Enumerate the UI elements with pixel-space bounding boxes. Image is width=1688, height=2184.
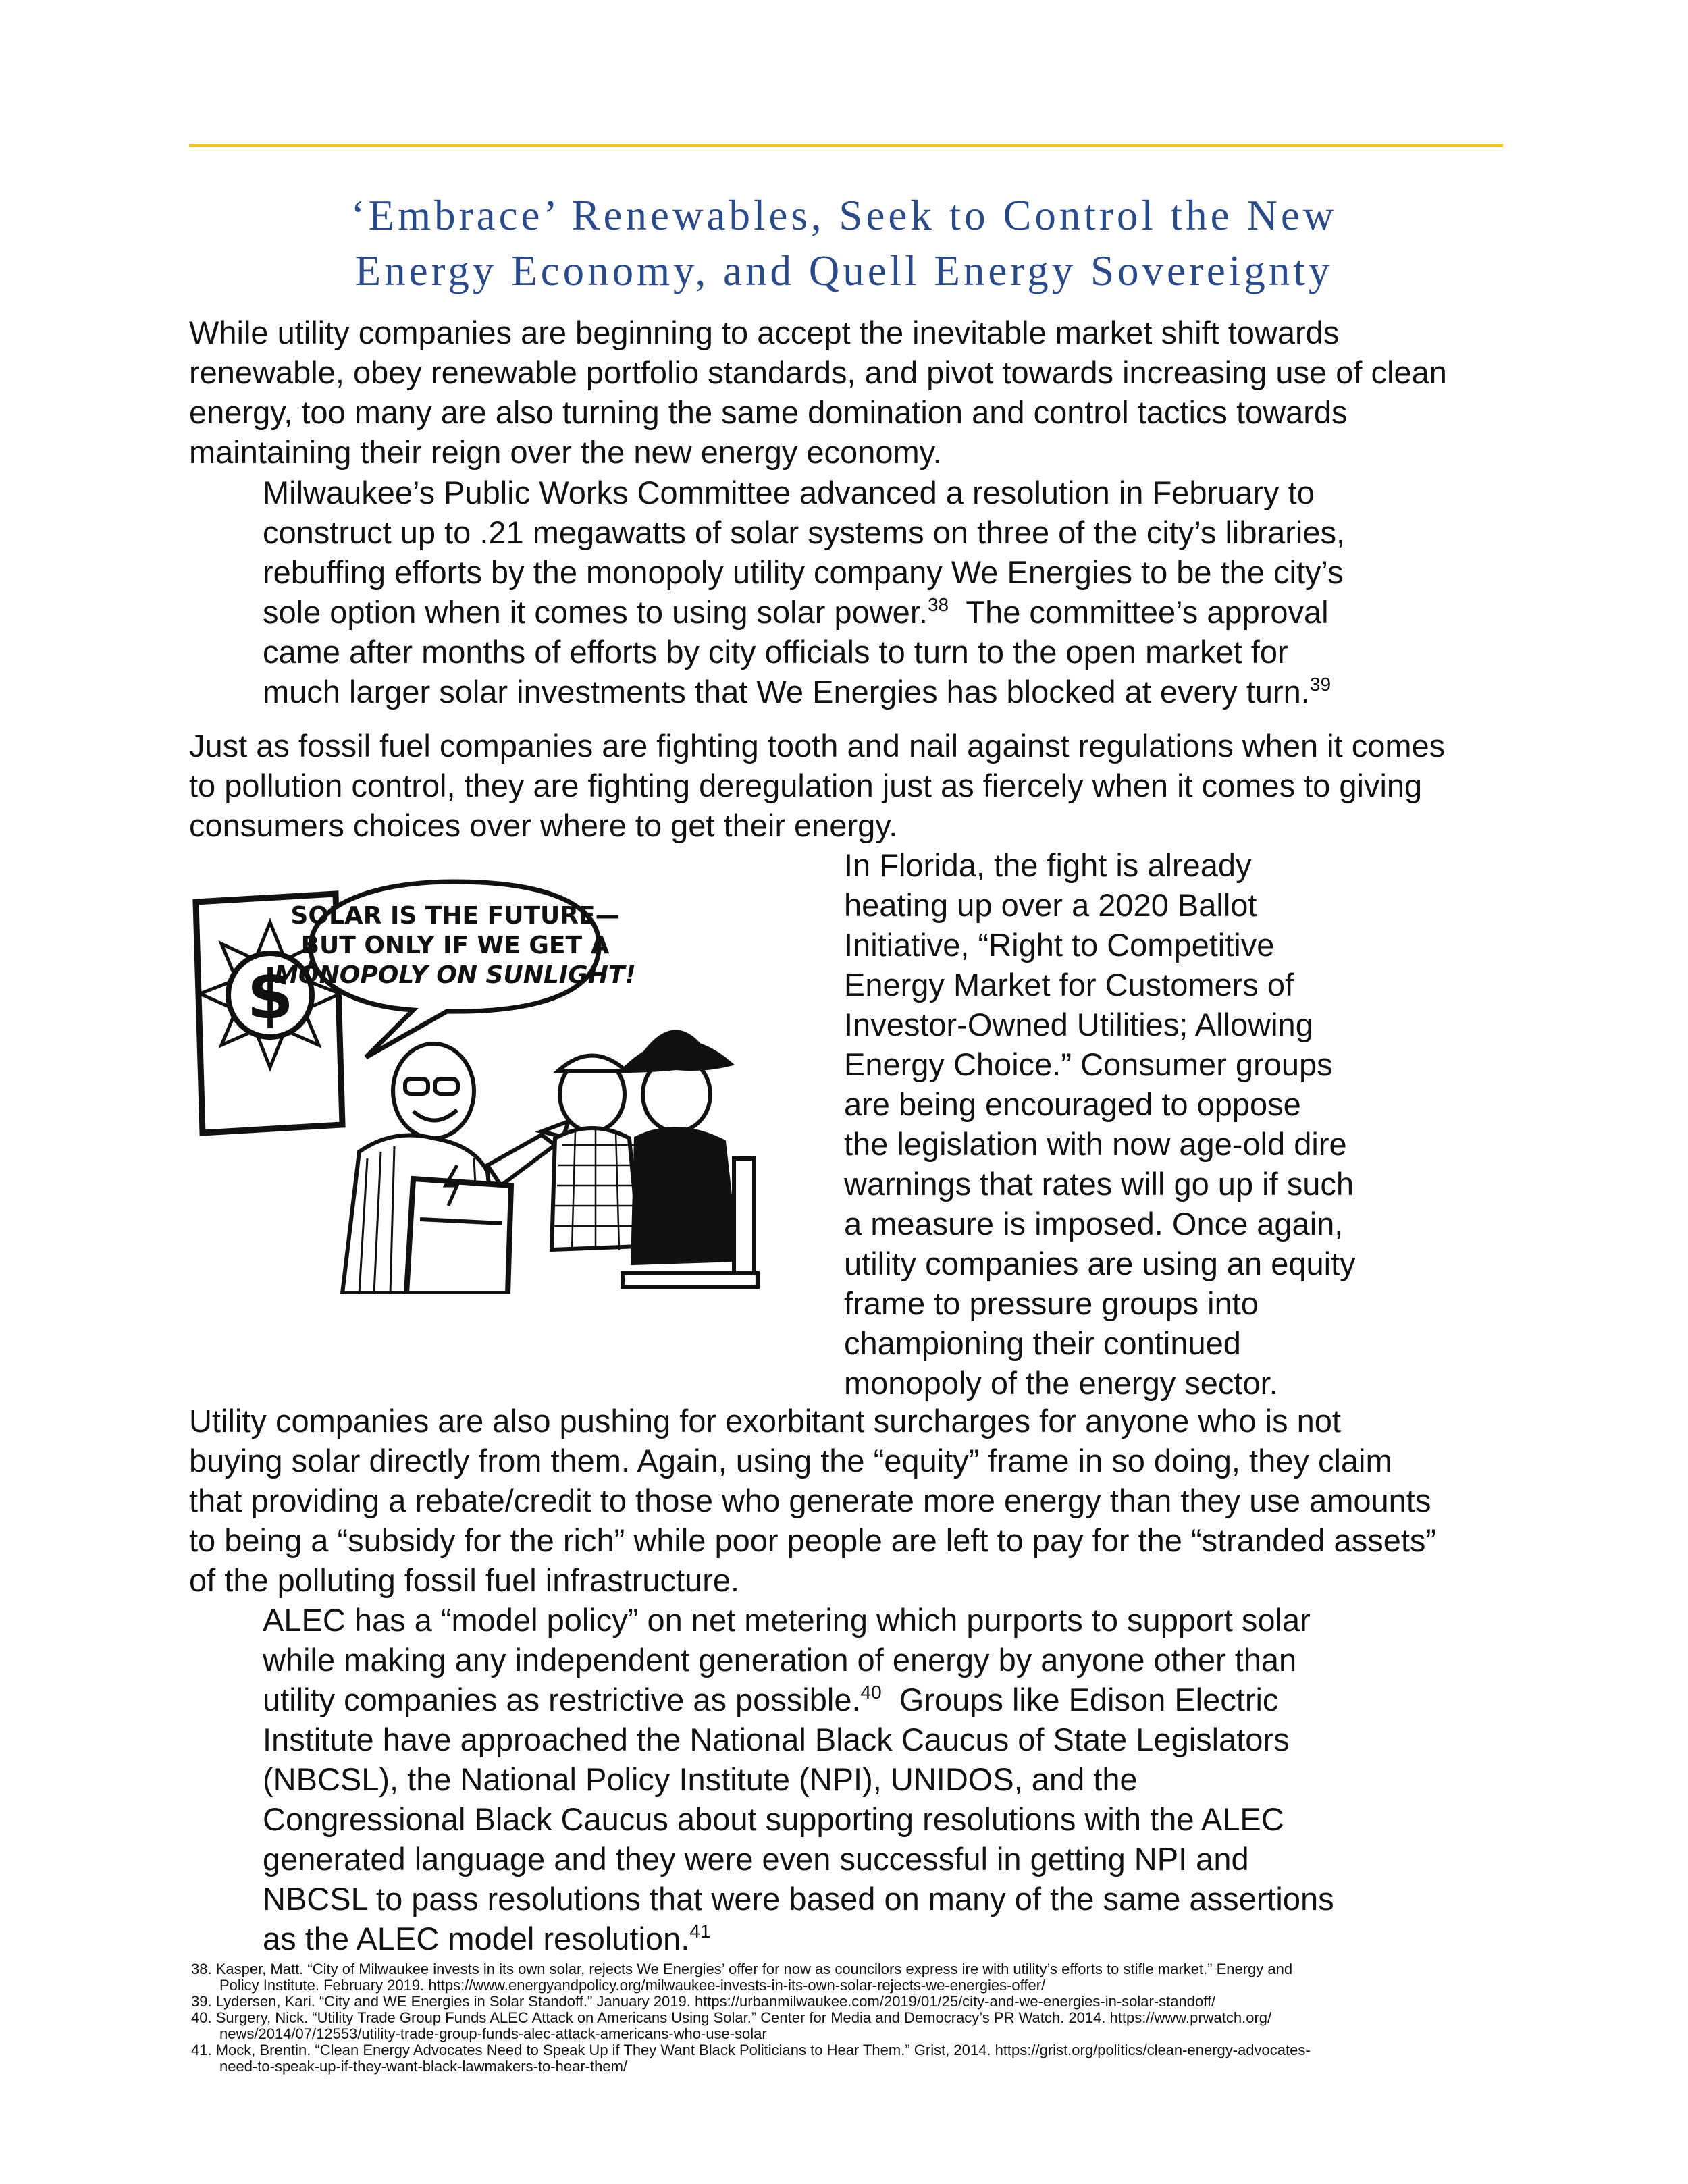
text-fragment: as the ALEC model resolution.	[263, 1921, 690, 1956]
footnote-ref-38[interactable]: 38	[927, 594, 949, 615]
text-line	[263, 1919, 1334, 1959]
text-line: rebuffing efforts by the monopoly utility company We Energies to be the city’s	[263, 554, 1344, 590]
text-line: Institute have approached the National Black Caucus of State Legislators	[263, 1722, 1290, 1757]
text-line: frame to pressure groups into	[844, 1285, 1259, 1321]
editorial-cartoon	[190, 868, 815, 1294]
footnote-ref-40[interactable]: 40	[860, 1682, 882, 1703]
text-line: While utility companies are beginning to accept the inevitable market shift towards	[189, 315, 1340, 350]
text-line: ALEC has a “model policy” on net metering which purports to support solar	[263, 1602, 1311, 1638]
text-line: Investor-Owned Utilities; Allowing	[844, 1007, 1313, 1042]
text-line: maintaining their reign over the new energy economy.	[189, 434, 942, 470]
text-line: Initiative, “Right to Competitive	[844, 927, 1275, 963]
header-rule	[189, 144, 1503, 147]
footnote-text[interactable]: need-to-speak-up-if-they-want-black-lawmakers-to-hear-them/	[219, 2058, 628, 2075]
footnotes	[191, 1961, 1311, 2075]
text-line: came after months of efforts by city officials to turn to the open market for	[263, 634, 1288, 670]
paragraph-florida	[844, 845, 1356, 1403]
text-line: renewable, obey renewable portfolio standards, and pivot towards increasing use of clean	[189, 354, 1447, 390]
text-line: to pollution control, they are fighting deregulation just as fiercely when it comes to giving	[189, 768, 1423, 803]
footnote-text[interactable]: 41. Mock, Brentin. “Clean Energy Advocates Need to Speak Up if They Want Black Politicians to Hear Them.” Grist, 2014. https://grist.org/politics/clean-energy-advocates-	[191, 2042, 1311, 2058]
text-line: utility companies are using an equity	[844, 1246, 1356, 1281]
quote-milwaukee	[263, 473, 1345, 712]
text-line: a measure is imposed. Once again,	[844, 1206, 1344, 1242]
text-line: monopoly of the energy sector.	[844, 1365, 1278, 1401]
text-line: warnings that rates will go up if such	[844, 1166, 1354, 1202]
footnote-40	[191, 2010, 1311, 2042]
footnote-41	[191, 2042, 1311, 2075]
title-line-1: ‘Embrace’ Renewables, Seek to Control the New	[350, 192, 1338, 239]
footnote-39	[191, 1994, 1311, 2010]
text-line: heating up over a 2020 Ballot	[844, 887, 1257, 923]
text-line: to being a “subsidy for the rich” while poor people are left to pay for the “stranded assets”	[189, 1522, 1437, 1558]
paragraph-surcharges	[189, 1401, 1436, 1600]
paragraph-intro	[189, 313, 1447, 472]
text-fragment: Groups like Edison Electric	[881, 1682, 1279, 1717]
text-line: (NBCSL), the National Policy Institute (NPI), UNIDOS, and the	[263, 1761, 1138, 1797]
text-line: construct up to .21 megawatts of solar systems on three of the city’s libraries,	[263, 514, 1346, 550]
text-fragment: utility companies as restrictive as possible.	[263, 1682, 861, 1717]
text-line	[263, 592, 1345, 632]
footnote-text[interactable]: Policy Institute. February 2019. https://www.energyandpolicy.org/milwaukee-invests-in-its-own-solar-rejects-we-energies-offer/	[219, 1977, 1046, 1994]
seated-figures	[552, 1032, 758, 1287]
text-line: Energy Market for Customers of	[844, 967, 1294, 1003]
dollar-symbol: $	[246, 955, 294, 1034]
text-fragment: The committee’s approval	[949, 594, 1329, 630]
text-line: energy, too many are also turning the same domination and control tactics towards	[189, 394, 1348, 430]
footnote-text[interactable]: 40. Surgery, Nick. “Utility Trade Group Funds ALEC Attack on Americans Using Solar.” Center for Media and Democracy’s PR Watch. 2014. https://www.prwatch.org/	[191, 2009, 1272, 2026]
text-fragment: sole option when it comes to using solar power.	[263, 594, 928, 630]
paragraph-deregulation	[189, 726, 1445, 845]
text-line: Energy Choice.” Consumer groups	[844, 1046, 1333, 1082]
title-line-2: Energy Economy, and Quell Energy Sovereignty	[354, 247, 1334, 294]
footnote-ref-39[interactable]: 39	[1309, 674, 1331, 695]
bubble-line-3: MONOPOLY ON SUNLIGHT!	[274, 961, 636, 989]
text-line: generated language and they were even successful in getting NPI and	[263, 1841, 1249, 1877]
text-line: Just as fossil fuel companies are fighting tooth and nail against regulations when it comes	[189, 728, 1446, 764]
section-title	[0, 188, 1688, 298]
bubble-line-1: SOLAR IS THE FUTURE—	[290, 902, 620, 930]
text-fragment: much larger solar investments that We Energies has blocked at every turn.	[263, 674, 1310, 710]
text-line: the legislation with now age-old dire	[844, 1126, 1347, 1162]
text-line: that providing a rebate/credit to those who generate more energy than they use amounts	[189, 1483, 1431, 1518]
text-line: In Florida, the fight is already	[844, 847, 1252, 883]
text-line: are being encouraged to oppose	[844, 1086, 1301, 1122]
text-line: Utility companies are also pushing for exorbitant surcharges for anyone who is not	[189, 1403, 1341, 1439]
footnote-text: 38. Kasper, Matt. “City of Milwaukee invests in its own solar, rejects We Energies’ offer for now as councilors express ire with utility’s efforts to stifle market.” Energy and	[191, 1961, 1293, 1977]
text-line: buying solar directly from them. Again, using the “equity” frame in so doing, they claim	[189, 1443, 1392, 1479]
bubble-line-2: BUT ONLY IF WE GET A	[300, 932, 610, 959]
quote-alec	[263, 1600, 1334, 1959]
text-line: Congressional Black Caucus about supporting resolutions with the ALEC	[263, 1801, 1284, 1837]
executive-figure	[342, 1044, 569, 1294]
footnote-ref-41[interactable]: 41	[689, 1921, 711, 1942]
text-line: while making any independent generation of energy by anyone other than	[263, 1642, 1297, 1678]
text-line	[263, 672, 1345, 712]
footnote-text[interactable]: 39. Lydersen, Kari. “City and WE Energies in Solar Standoff.” January 2019. https://urbanmilwaukee.com/2019/01/25/city-and-we-energies-in-solar-standoff/	[191, 1993, 1216, 2010]
text-line: of the polluting fossil fuel infrastructure.	[189, 1562, 740, 1598]
text-line	[263, 1680, 1334, 1720]
text-line: championing their continued	[844, 1325, 1241, 1361]
footnote-38	[191, 1961, 1311, 1994]
footnote-text[interactable]: news/2014/07/12553/utility-trade-group-funds-alec-attack-americans-who-use-solar	[219, 2025, 767, 2042]
text-line: consumers choices over where to get their energy.	[189, 807, 898, 843]
text-line: Milwaukee’s Public Works Committee advanced a resolution in February to	[263, 475, 1315, 510]
text-line: NBCSL to pass resolutions that were based on many of the same assertions	[263, 1881, 1334, 1917]
